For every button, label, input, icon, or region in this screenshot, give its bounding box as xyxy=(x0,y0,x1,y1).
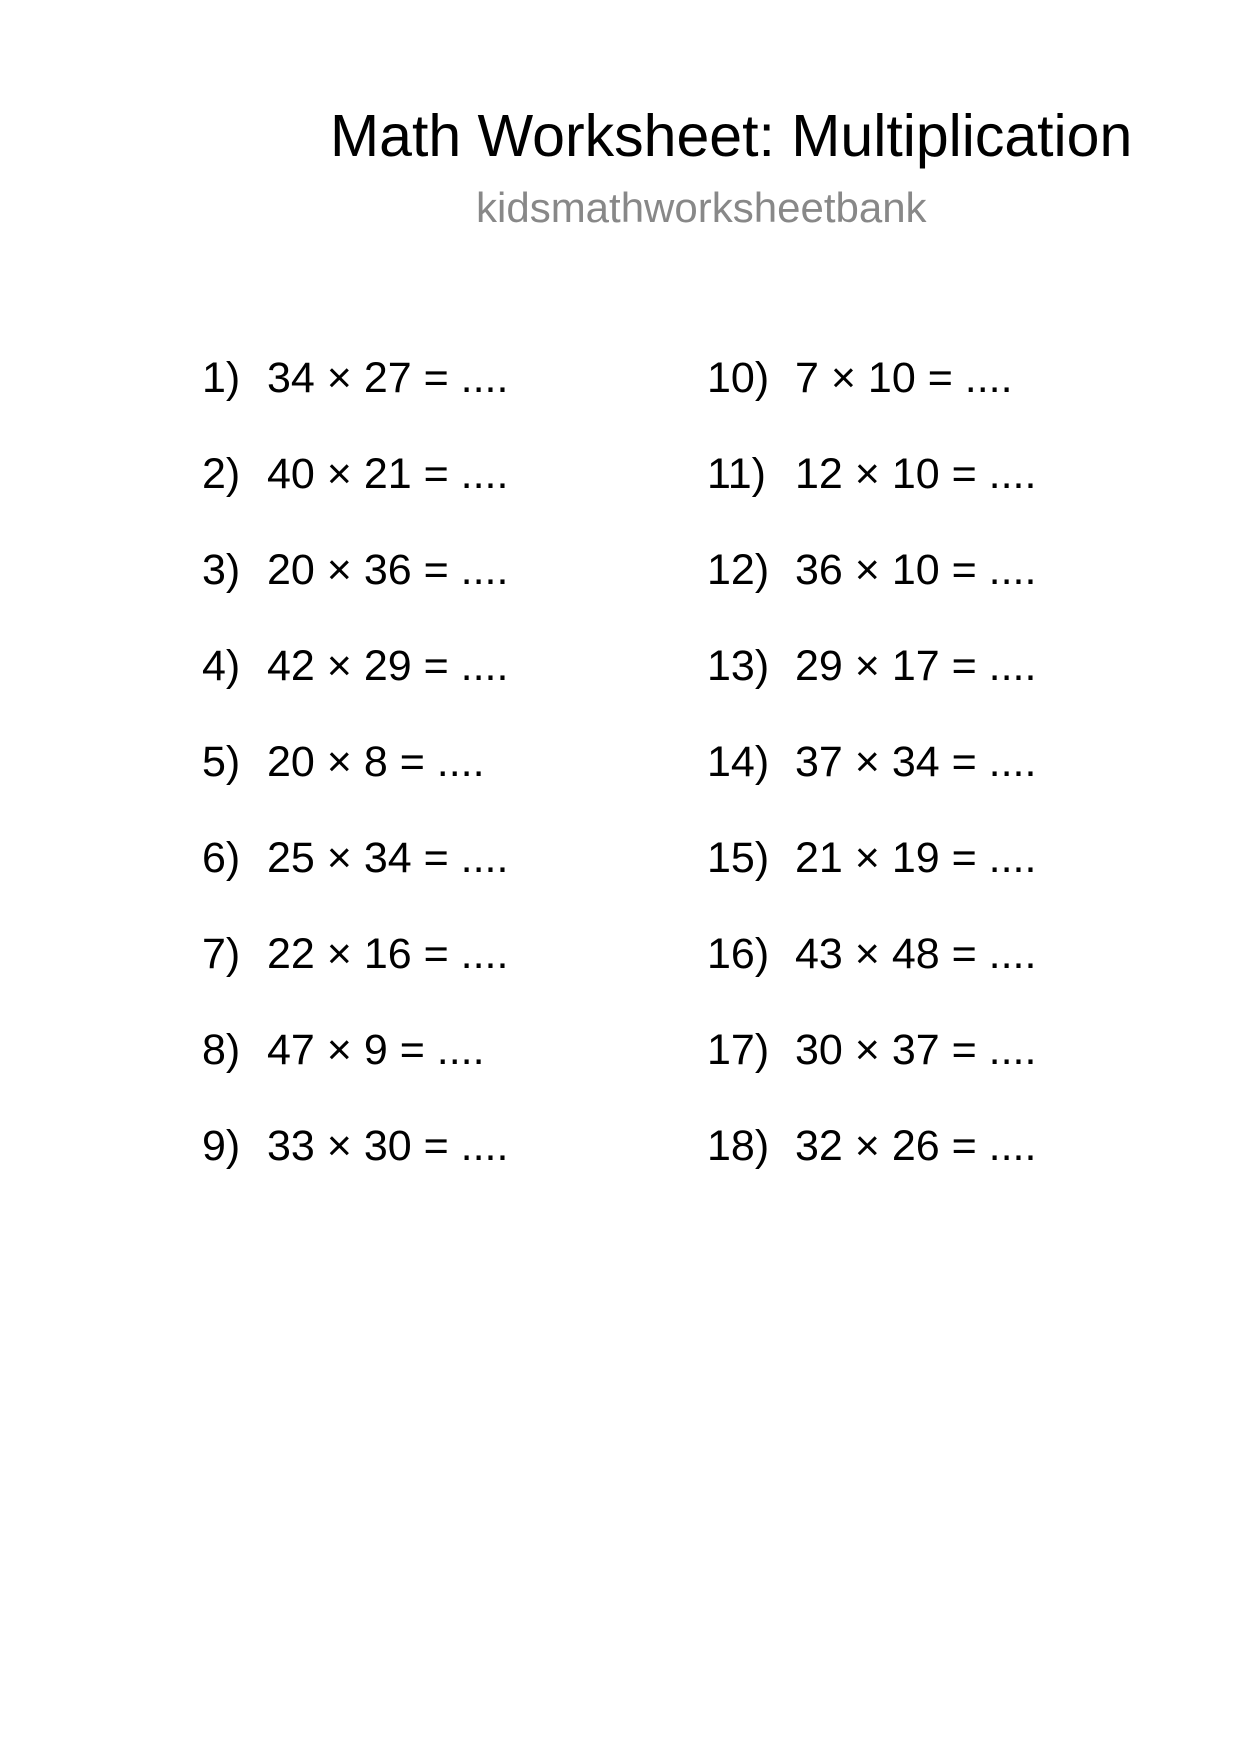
problem-column-right xyxy=(707,350,1036,1214)
problem-expression: 20 × 36 = .... xyxy=(267,546,509,594)
problem-expression: 36 × 10 = .... xyxy=(795,546,1037,594)
problem-number: 6) xyxy=(202,834,241,882)
problem-row xyxy=(707,1022,1036,1118)
problem-number: 15) xyxy=(707,834,770,882)
problem-row xyxy=(707,734,1036,830)
problem-number: 13) xyxy=(707,642,770,690)
problem-number: 11) xyxy=(707,450,766,498)
problem-expression: 22 × 16 = .... xyxy=(267,930,509,978)
problem-number: 12) xyxy=(707,546,770,594)
problem-number: 1) xyxy=(202,354,241,402)
problem-number: 3) xyxy=(202,546,241,594)
problem-row xyxy=(202,1022,508,1118)
problem-expression: 40 × 21 = .... xyxy=(267,450,509,498)
problem-row xyxy=(707,542,1036,638)
problem-row xyxy=(707,926,1036,1022)
problem-number: 14) xyxy=(707,738,770,786)
problem-row xyxy=(202,638,508,734)
problem-number: 18) xyxy=(707,1122,770,1170)
problem-expression: 7 × 10 = .... xyxy=(795,354,1013,402)
problem-row xyxy=(707,350,1036,446)
problem-row xyxy=(202,1118,508,1214)
problem-row xyxy=(202,830,508,926)
problem-row xyxy=(202,350,508,446)
problem-expression: 21 × 19 = .... xyxy=(795,834,1037,882)
problem-expression: 25 × 34 = .... xyxy=(267,834,509,882)
problem-row xyxy=(707,446,1036,542)
problem-number: 4) xyxy=(202,642,241,690)
problem-row xyxy=(202,926,508,1022)
problem-expression: 47 × 9 = .... xyxy=(267,1026,485,1074)
problem-expression: 37 × 34 = .... xyxy=(795,738,1037,786)
problem-expression: 34 × 27 = .... xyxy=(267,354,509,402)
page-subtitle: kidsmathworksheetbank xyxy=(476,184,927,231)
problem-number: 16) xyxy=(707,930,770,978)
problem-expression: 12 × 10 = .... xyxy=(795,450,1037,498)
problem-column-left xyxy=(202,350,508,1214)
problem-expression: 30 × 37 = .... xyxy=(795,1026,1037,1074)
problem-number: 17) xyxy=(707,1026,770,1074)
problem-expression: 20 × 8 = .... xyxy=(267,738,485,786)
problem-number: 7) xyxy=(202,930,241,978)
problem-expression: 43 × 48 = .... xyxy=(795,930,1037,978)
problem-expression: 32 × 26 = .... xyxy=(795,1122,1037,1170)
problem-row xyxy=(202,446,508,542)
problem-number: 2) xyxy=(202,450,241,498)
problem-row xyxy=(707,830,1036,926)
problem-expression: 42 × 29 = .... xyxy=(267,642,509,690)
problem-number: 9) xyxy=(202,1122,241,1170)
problem-row xyxy=(202,542,508,638)
problem-row xyxy=(202,734,508,830)
problem-expression: 33 × 30 = .... xyxy=(267,1122,509,1170)
problem-row xyxy=(707,1118,1036,1214)
problem-row xyxy=(707,638,1036,734)
problem-number: 5) xyxy=(202,738,241,786)
page-title: Math Worksheet: Multiplication xyxy=(330,103,1133,169)
problem-number: 8) xyxy=(202,1026,241,1074)
problem-number: 10) xyxy=(707,354,770,402)
problem-expression: 29 × 17 = .... xyxy=(795,642,1037,690)
